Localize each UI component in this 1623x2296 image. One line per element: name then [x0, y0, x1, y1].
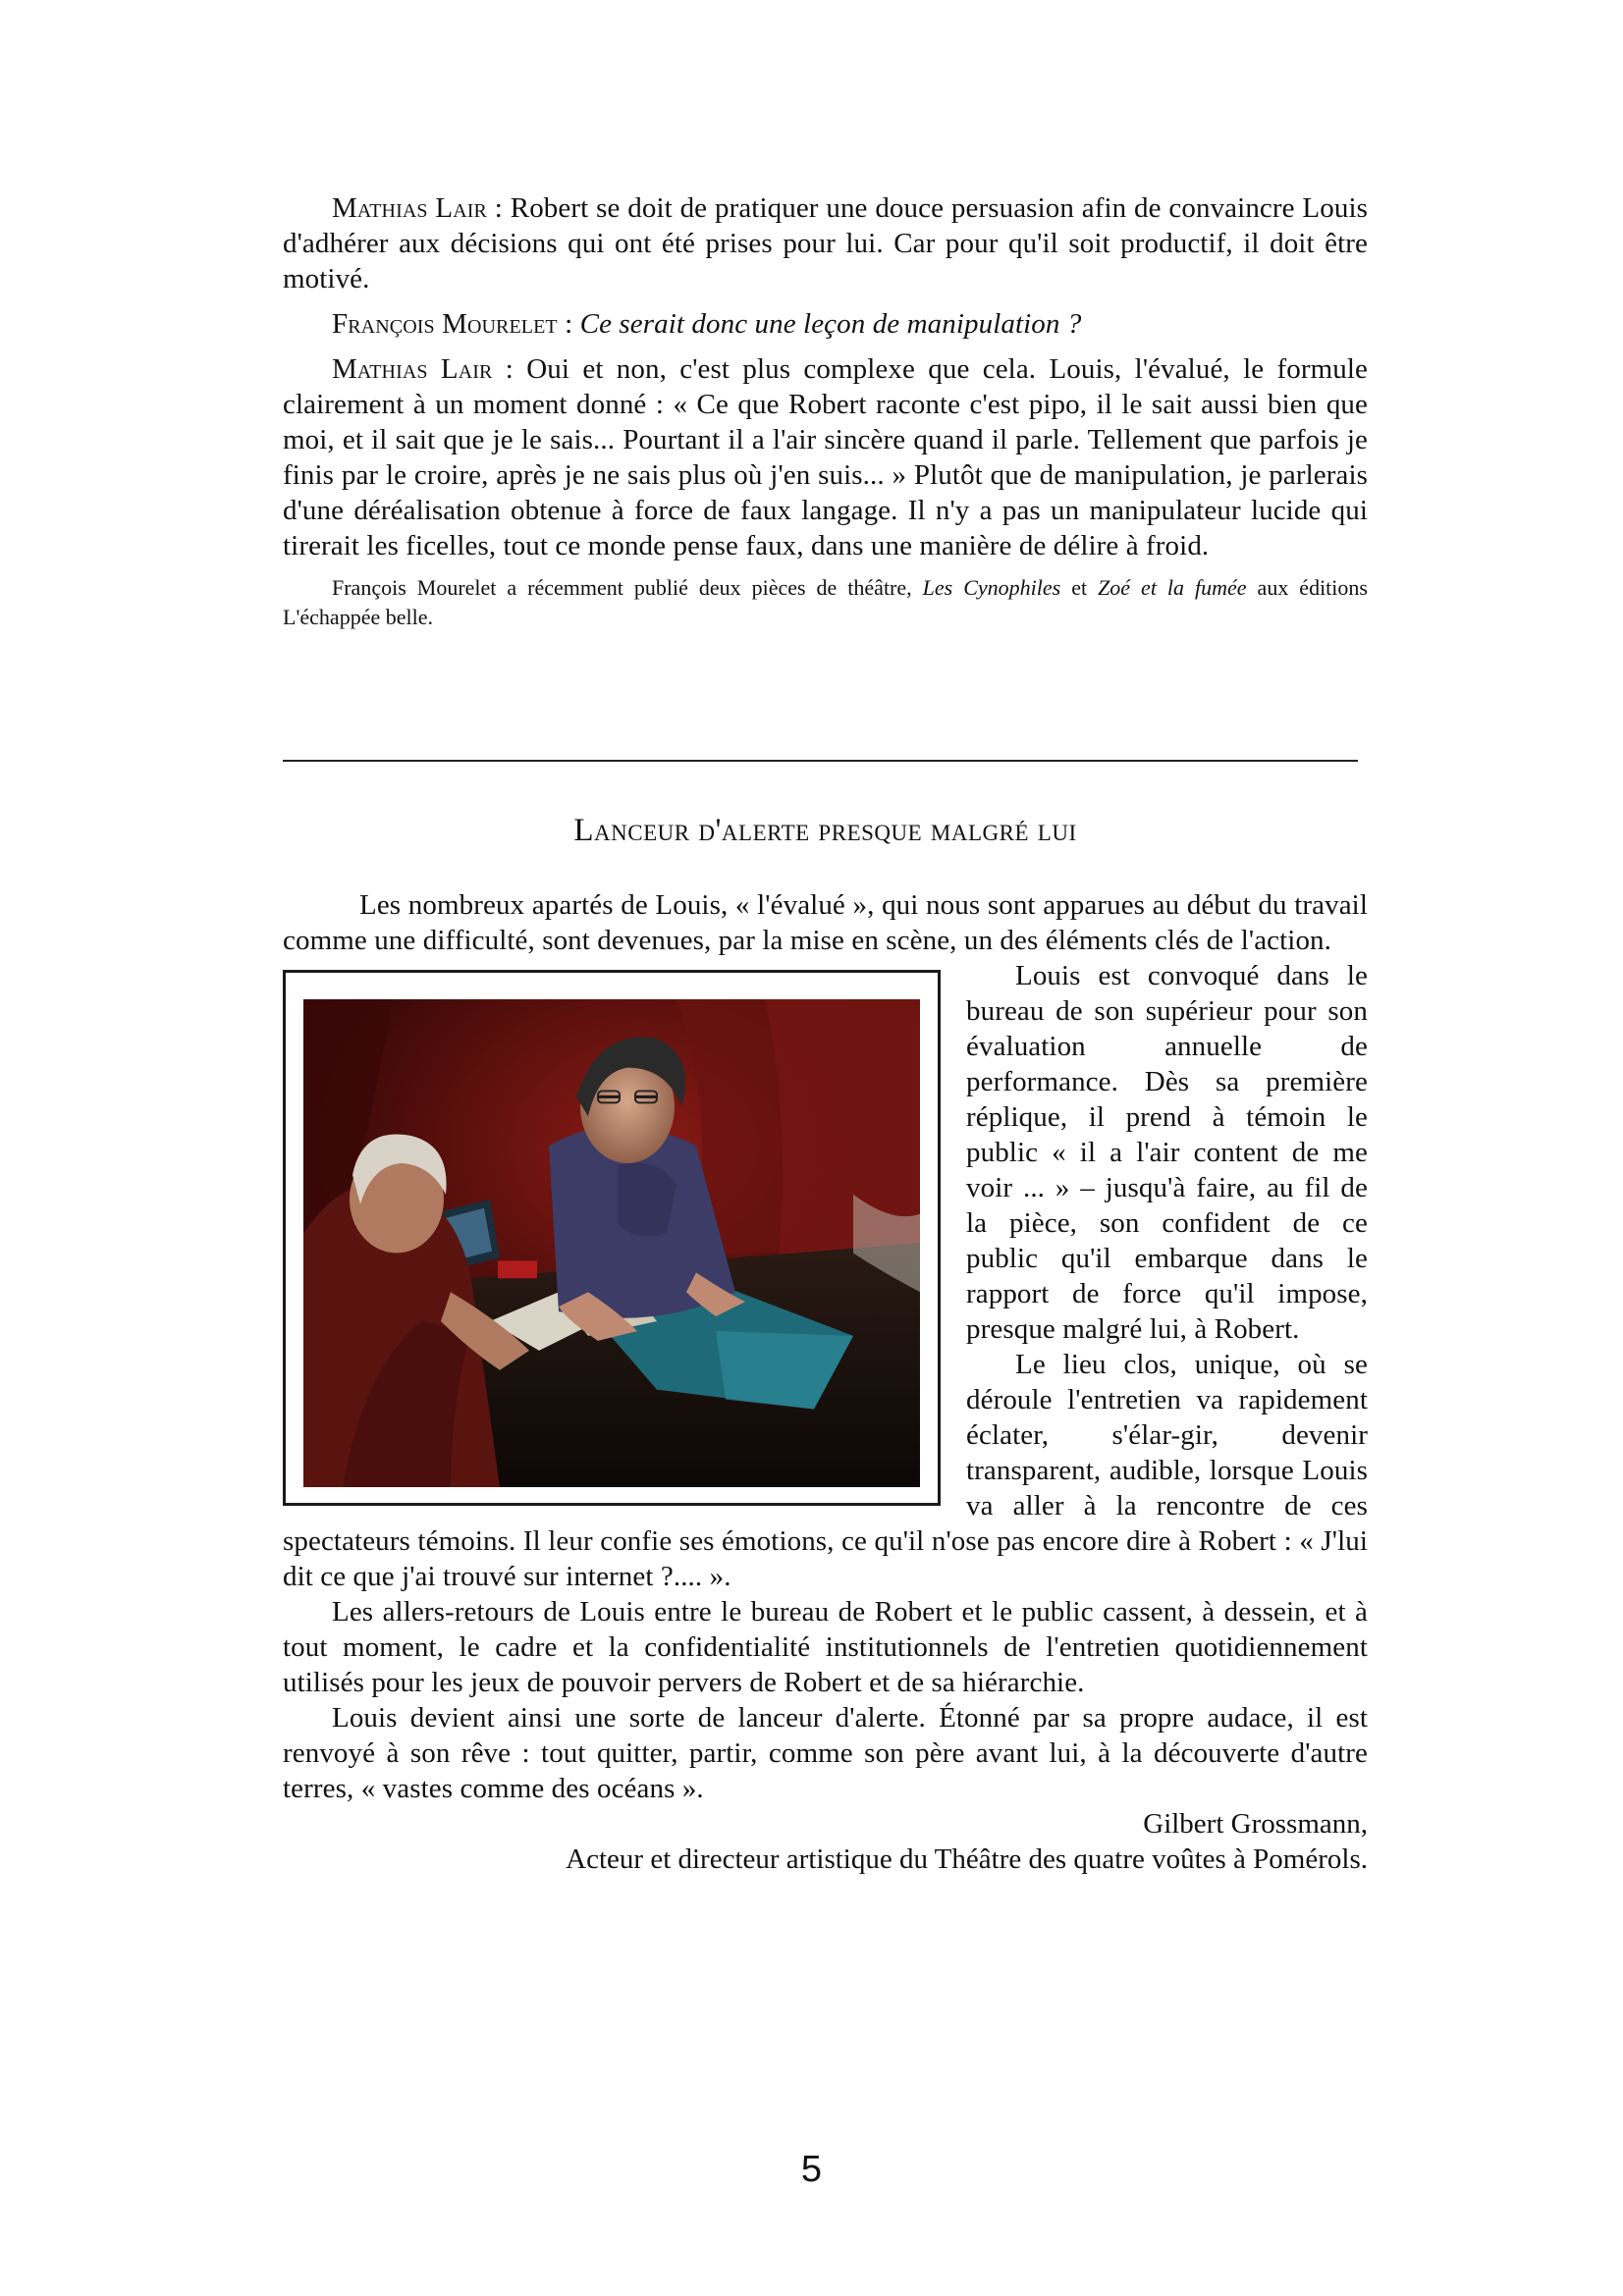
author-note-text: François Mourelet a récemment publié deux pièces de théâtre,: [332, 575, 923, 600]
photo-frame: [283, 970, 941, 1506]
section-divider: [283, 760, 1358, 762]
stage-photo: [303, 999, 920, 1487]
signature-role: Acteur et directeur artistique du Théâtre des quatre voûtes à Pomérols.: [566, 1843, 1368, 1875]
author-note-text: et: [1060, 575, 1099, 600]
interview-paragraph: [283, 306, 1368, 342]
speaker-name: François Mourelet: [332, 308, 558, 340]
article-intro: Les nombreux apartés de Louis, « l'évalué », qui nous sont apparues au début du travail comme une difficulté, sont devenues, par la mise en scène, un des éléments clés de l'action.: [283, 889, 1368, 956]
author-note: [283, 573, 1368, 632]
book-title: Zoé et la fumée: [1098, 575, 1247, 600]
book-title: Les Cynophiles: [922, 575, 1061, 600]
interview-paragraph: [283, 351, 1368, 563]
interview-question: Ce serait donc une leçon de manipulation ?: [579, 308, 1082, 340]
article-paragraph: Louis est convoqué dans le bureau de son supérieur pour son évaluation annuelle de performance. Dès sa première réplique, il prend à témoin le public « il a l'air content de me voir ... » – jusqu'à faire, au fil de la pièce, son confident de ce public qu'il embarque dans le rapport de force qu'il impose, presque malgré lui, à Robert.: [966, 960, 1368, 1345]
signature: [283, 1806, 1368, 1877]
speaker-separator: :: [492, 353, 527, 385]
signature-name: Gilbert Grossmann,: [1143, 1808, 1368, 1840]
speaker-name: Mathias Lair: [332, 192, 487, 224]
interview-section: [283, 190, 1368, 632]
interview-text: Oui et non, c'est plus complexe que cela. Louis, l'évalué, le formule clairement à un moment donné : « Ce que Robert raconte c'est pipo, il le sait aussi bien que moi, et il sait que je le sais... Pourtant il a l'air sincère quand il parle. Tellement que parfois je finis par le croire, après je ne sais plus où j'en suis... » Plutôt que de manipulation, je parlerais d'une déréalisation obtenue à force de faux langage. Il n'y a pas un manipulateur lucide qui tirerait les ficelles, tout ce monde pense faux, dans une manière de délire à froid.: [283, 353, 1369, 561]
section-title: Lanceur d'alerte presque malgré lui: [573, 813, 1077, 848]
article-paragraph: Les allers-retours de Louis entre le bureau de Robert et le public cassent, à dessein, et à tout moment, le cadre et la confidentialité institutionnels de l'entretien quotidiennement utilisés pour les jeux de pouvoir pervers de Robert et de sa hiérarchie.: [283, 1596, 1368, 1698]
interview-text: Robert se doit de pratiquer une douce persuasion afin de convaincre Louis d'adhérer aux décisions qui ont été prises pour lui. Car pour qu'il soit productif, il doit être motivé.: [283, 192, 1368, 294]
speaker-separator: :: [557, 308, 580, 340]
interview-paragraph: [283, 190, 1368, 296]
speaker-name: Mathias Lair: [332, 353, 493, 385]
article-paragraph: Le lieu clos, unique, où se déroule l'entretien va rapidement éclater, s'élar-gir, devenir transparent, audible, lorsque Louis va aller à la rencontre de ces spectateurs témoins. Il leur confie ses émotions, ce qu'il n'ose pas encore dire à Robert : « J'lui dit ce que j'ai trouvé sur internet ?.... ».: [283, 1349, 1368, 1592]
author-note-text: aux éditions L'échappée belle.: [283, 575, 1368, 629]
article-paragraph: Louis devient ainsi une sorte de lanceur d'alerte. Étonné par sa propre audace, il est renvoyé à son rêve : tout quitter, partir, comme son père avant lui, à la découverte d'autre terres, « vastes comme des océans ».: [283, 1702, 1368, 1804]
speaker-separator: :: [486, 192, 511, 224]
page-number: 5: [800, 2149, 823, 2190]
article-section: [283, 887, 1368, 1877]
